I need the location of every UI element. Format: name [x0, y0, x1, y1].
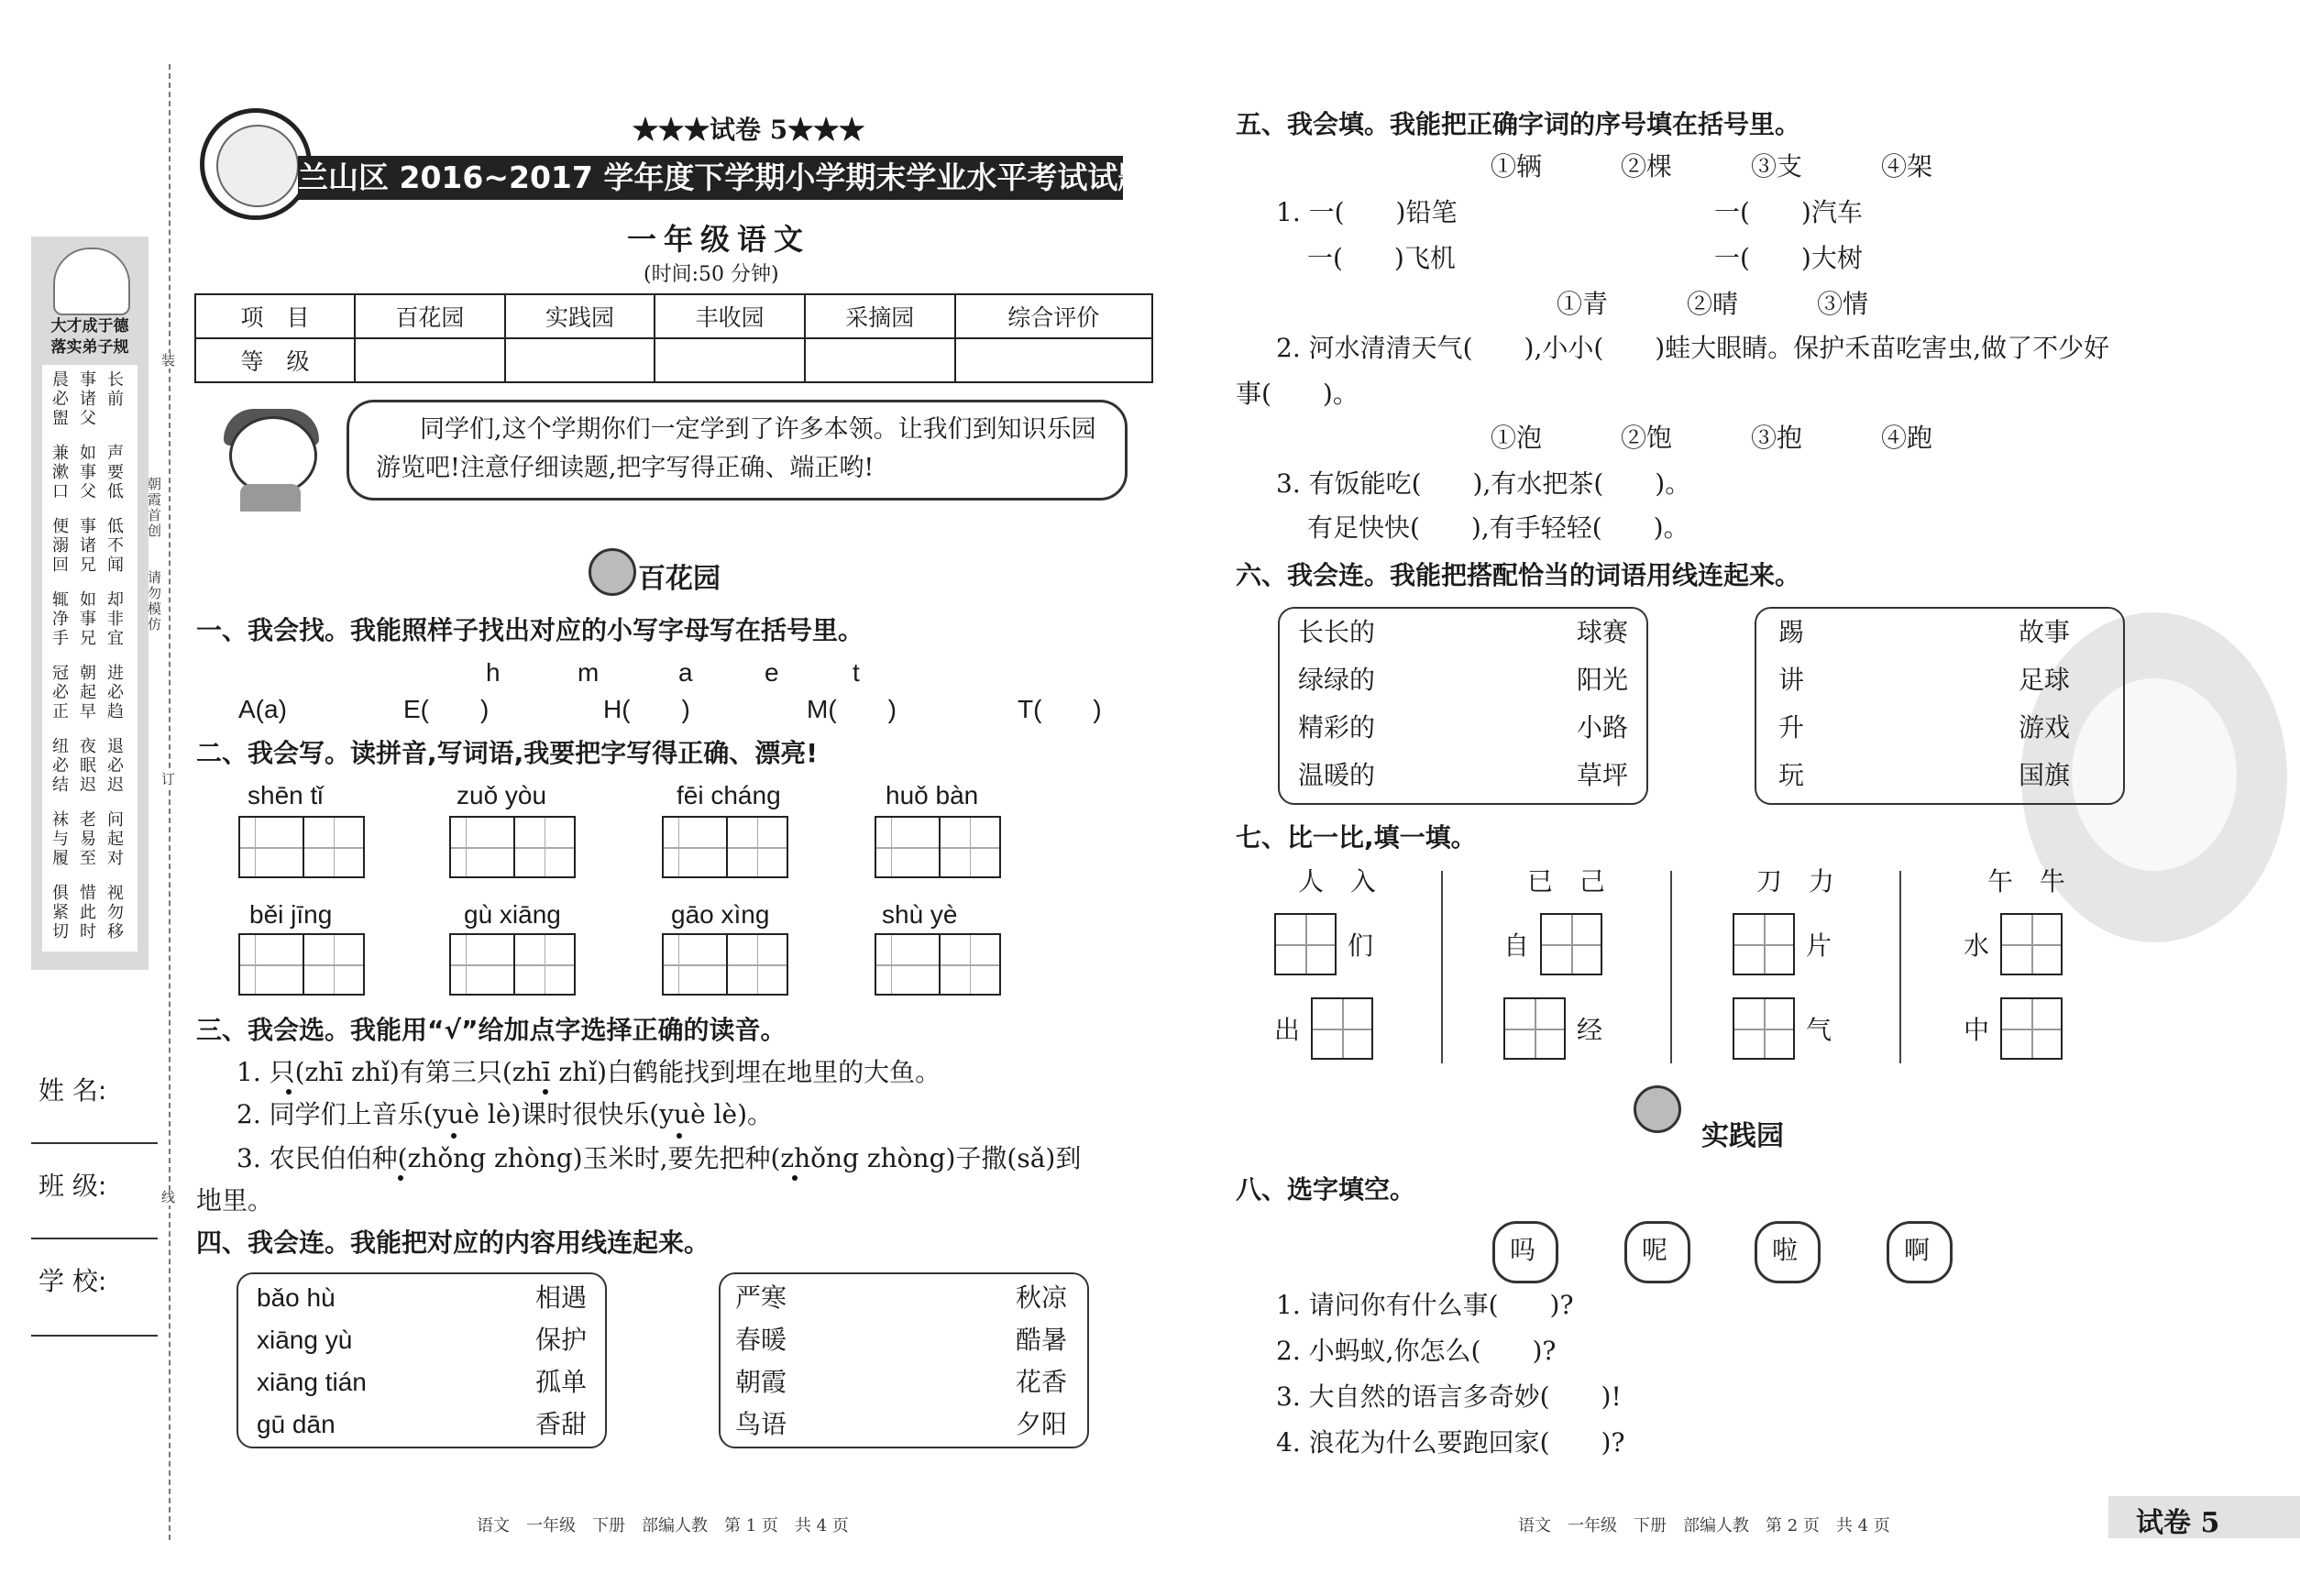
grade-table — [194, 293, 1153, 383]
q8-title: 八、选字填空。 — [1236, 1174, 1416, 1205]
boy-body — [240, 484, 301, 512]
q1-letter-a: a — [678, 658, 693, 687]
name-label: 姓 名: — [39, 1075, 107, 1106]
q2-writing-grid[interactable] — [662, 933, 788, 996]
q2-pinyin: shēn tǐ — [248, 781, 324, 809]
grade-input-cell[interactable] — [805, 338, 955, 382]
q3-line3[interactable]: 3. 农民伯伯种(zhǒng zhòng)玉米时,要先把种(zhǒng zhòng)子撒(sǎ)到 — [237, 1143, 1082, 1173]
q2-writing-grid[interactable] — [238, 933, 365, 996]
class-line[interactable] — [31, 1238, 158, 1239]
exam-title: 兰山区 2016~2017 学年度下学期小学期末学业水平考试试题 — [298, 156, 1123, 200]
emphasis-dot — [543, 1089, 548, 1095]
q1-item-t[interactable]: T( ) — [1018, 695, 1102, 723]
sidebar-banner-line2: 落实弟子规 — [50, 338, 129, 357]
q5-a4[interactable]: 一( )大树 — [1714, 243, 1863, 273]
exam-time: (时间:50 分钟) — [644, 263, 779, 286]
q3-title: 三、我会选。我能用“√”给加点字选择正确的读音。 — [196, 1015, 787, 1045]
motto-column: 辄净手 — [52, 590, 69, 648]
motto-column: 袜与履 — [52, 810, 69, 868]
q7-bottom-char: 中 — [1964, 1015, 1990, 1045]
grade-cell: 百花园 — [355, 294, 505, 338]
q1-title: 一、我会找。我能照样子找出对应的小写字母写在括号里。 — [196, 615, 864, 645]
q6-left2-item[interactable]: 玩 — [1778, 760, 1805, 790]
q7-writing-box[interactable] — [1540, 913, 1602, 975]
section-shijianyuan: 实践园 — [1701, 1120, 1784, 1152]
q8-option-label: 啦 — [1772, 1235, 1799, 1265]
q4-left-item[interactable]: xiāng tián — [257, 1368, 367, 1396]
q7-divider — [1441, 871, 1443, 1063]
q7-writing-box[interactable] — [2000, 913, 2063, 975]
q4-right-item[interactable]: 相遇 — [535, 1282, 588, 1313]
q5-title: 五、我会填。我能把正确字词的序号填在括号里。 — [1236, 109, 1801, 139]
q7-pair-label: 午 牛 — [1987, 866, 2074, 897]
q7-writing-box[interactable] — [1733, 997, 1795, 1060]
q8-line4[interactable]: 4. 浪花为什么要跑回家( )? — [1276, 1427, 1625, 1458]
grade-cell: 丰收园 — [655, 294, 805, 338]
grade-table-row — [195, 338, 1152, 382]
q7-writing-box[interactable] — [1274, 913, 1337, 975]
q2-writing-grid[interactable] — [662, 816, 788, 878]
fold-text-xian: 线 — [160, 1189, 175, 1205]
class-label: 班 级: — [39, 1171, 107, 1201]
intro-line2: 游览吧!注意仔细读题,把字写得正确、端正哟! — [376, 454, 875, 482]
plant-icon — [1634, 1085, 1681, 1133]
emphasis-dot — [677, 1133, 682, 1139]
grade-input-cell[interactable] — [955, 338, 1152, 382]
q4-left2-item[interactable]: 鸟语 — [735, 1409, 787, 1439]
q1-item-e[interactable]: E( ) — [403, 695, 490, 723]
q5-opt: ②饱 — [1621, 423, 1673, 453]
q7-pair-label: 人 入 — [1298, 866, 1385, 897]
q1-letter-t: t — [853, 658, 860, 687]
q1-item-m[interactable]: M( ) — [807, 695, 897, 723]
motto-column: 惜此时 — [80, 884, 96, 941]
motto-column: 兼漱口 — [52, 444, 69, 501]
paper-tag: ★★★试卷 5★★★ — [633, 115, 865, 145]
motto-column: 如事父 — [80, 444, 96, 501]
q6-left-item[interactable]: 精彩的 — [1298, 712, 1376, 743]
intro-line1: 同学们,这个学期你们一定学到了许多本领。让我们到知识乐园 — [420, 415, 1096, 444]
motto-column: 进必趋 — [107, 664, 124, 721]
fold-text-mofang: 请勿模仿 — [147, 569, 161, 633]
q2-writing-grid[interactable] — [875, 816, 1001, 878]
motto-column: 声要低 — [107, 444, 124, 501]
q5-opt: ②晴 — [1687, 289, 1739, 319]
q1-letter-m: m — [578, 658, 600, 687]
q6-left2-item[interactable]: 讲 — [1778, 665, 1805, 695]
motto-column: 退必迟 — [107, 737, 124, 795]
school-label: 学 校: — [39, 1266, 107, 1296]
q2-writing-grid[interactable] — [875, 933, 1001, 996]
q4-right2-item[interactable]: 花香 — [1016, 1367, 1068, 1397]
motto-column: 晨必盥 — [52, 370, 69, 428]
q5-opt: ③抱 — [1751, 423, 1803, 453]
q5-b2[interactable]: 事( )。 — [1236, 379, 1359, 409]
q6-right-item[interactable]: 球赛 — [1577, 617, 1629, 647]
q4-left-item[interactable]: bǎo hù — [257, 1283, 336, 1312]
q7-title: 七、比一比,填一填。 — [1236, 822, 1477, 853]
q2-pinyin: gāo xìng — [671, 900, 770, 929]
q2-pinyin: gù xiāng — [464, 900, 561, 929]
section-baihuayuan: 百花园 — [638, 563, 721, 595]
q6-right-item[interactable]: 小路 — [1577, 712, 1629, 743]
binding-fold-line — [169, 64, 171, 1540]
grade-table-header-row — [195, 294, 1152, 338]
footer-tag: 试卷 5 — [2136, 1507, 2220, 1539]
q7-bottom-char: 经 — [1577, 1015, 1603, 1045]
fold-text-ding: 订 — [160, 771, 175, 787]
q8-option-label: 吗 — [1510, 1235, 1536, 1265]
q2-title: 二、我会写。读拼音,写词语,我要把字写得正确、漂亮! — [196, 738, 819, 768]
grade-cell: 实践园 — [505, 294, 655, 338]
q2-pinyin: fēi cháng — [677, 781, 781, 809]
q7-pair-label: 刀 力 — [1756, 866, 1843, 897]
q8-option-label: 呢 — [1642, 1235, 1668, 1265]
q2-pinyin: shù yè — [882, 900, 958, 929]
emphasis-dot — [286, 1089, 292, 1095]
motto-column: 长前 — [107, 370, 124, 409]
q4-left2-item[interactable]: 春暖 — [735, 1325, 787, 1355]
motto-column: 事诸父 — [80, 370, 96, 428]
q5-b1[interactable]: 2. 河水清清天气( ),小小( )蛙大眼睛。保护禾苗吃害虫,做了不少好 — [1276, 333, 2110, 363]
q5-opt: ④跑 — [1881, 423, 1933, 453]
q6-right-item[interactable]: 草坪 — [1577, 760, 1629, 790]
q7-writing-box[interactable] — [1733, 913, 1795, 975]
q6-left-item[interactable]: 温暖的 — [1298, 760, 1376, 790]
motto-column: 却非宜 — [107, 590, 124, 648]
q7-writing-box[interactable] — [1503, 997, 1566, 1060]
footer-left: 语文 一年级 下册 部编人教 第 1 页 共 4 页 — [477, 1516, 849, 1535]
grade-input-cell[interactable] — [505, 338, 655, 382]
q1-item-a: A(a) — [238, 695, 287, 723]
q5-opt: ①辆 — [1491, 151, 1543, 182]
fold-text-chuang: 朝霞首创 — [147, 476, 161, 539]
q8-line3[interactable]: 3. 大自然的语言多奇妙( )! — [1276, 1381, 1622, 1412]
motto-column: 朝起早 — [80, 664, 96, 721]
q7-divider — [1899, 871, 1901, 1063]
q5-opt: ①泡 — [1491, 423, 1543, 453]
q7-divider — [1670, 871, 1672, 1063]
q6-left2-item[interactable]: 升 — [1778, 712, 1805, 743]
grade-cell: 等 级 — [195, 338, 355, 382]
footer-right: 语文 一年级 下册 部编人教 第 2 页 共 4 页 — [1518, 1516, 1890, 1535]
q6-right2-item[interactable]: 国旗 — [2019, 760, 2071, 790]
q5-opt: ③情 — [1817, 289, 1869, 319]
grade-cell: 综合评价 — [955, 294, 1152, 338]
q4-right-item[interactable]: 保护 — [535, 1325, 588, 1355]
motto-column: 俱紧切 — [52, 884, 69, 941]
q3-line4: 地里。 — [196, 1185, 274, 1216]
q4-left2-item[interactable]: 严寒 — [735, 1282, 787, 1313]
motto-column: 如事兄 — [80, 590, 96, 648]
q5-c1[interactable]: 3. 有饭能吃( ),有水把茶( )。 — [1276, 468, 1691, 499]
q1-item-h[interactable]: H( ) — [603, 695, 690, 723]
emphasis-dot — [451, 1133, 457, 1139]
q6-right2-item[interactable]: 故事 — [2019, 617, 2071, 647]
q3-line1[interactable]: 1. 只(zhī zhǐ)有第三只(zhī zhǐ)白鹤能找到埋在地里的大鱼。 — [237, 1057, 941, 1087]
q7-top-char: 们 — [1348, 930, 1374, 961]
q4-left2-item[interactable]: 朝霞 — [735, 1367, 787, 1397]
grade-cell: 采摘园 — [805, 294, 955, 338]
q4-right-item[interactable]: 孤单 — [535, 1367, 588, 1397]
motto-column: 低不闻 — [107, 517, 124, 575]
q2-pinyin: huǒ bàn — [886, 781, 979, 809]
fold-text-zhuang: 装 — [160, 352, 175, 369]
emphasis-dot — [792, 1175, 798, 1181]
q5-c2[interactable]: 有足快快( ),有手轻轻( )。 — [1307, 512, 1689, 543]
q7-top-char: 自 — [1503, 930, 1530, 961]
q4-right-item[interactable]: 香甜 — [535, 1409, 588, 1439]
q6-left-item[interactable]: 长长的 — [1298, 617, 1376, 647]
brand-logo-inner — [216, 125, 299, 207]
sidebar-banner-line1: 大才成于德 — [50, 317, 129, 336]
q4-title: 四、我会连。我能把对应的内容用线连起来。 — [196, 1227, 710, 1258]
q1-letter-e: e — [765, 658, 779, 687]
q6-right2-item[interactable]: 游戏 — [2019, 712, 2071, 743]
q5-opt: ④架 — [1881, 151, 1933, 182]
emphasis-dot — [398, 1175, 403, 1181]
q4-right2-item[interactable]: 夕阳 — [1016, 1409, 1068, 1439]
q5-opt: ②棵 — [1621, 151, 1673, 182]
sidebar-mascot — [53, 248, 130, 315]
name-line[interactable] — [31, 1142, 158, 1144]
q4-left-item[interactable]: gū dān — [257, 1410, 336, 1438]
q8-line2[interactable]: 2. 小蚂蚁,你怎么( )? — [1276, 1336, 1557, 1366]
q2-writing-grid[interactable] — [449, 933, 576, 996]
motto-column: 纽必结 — [52, 737, 69, 795]
subject-title: 一年级语文 — [627, 222, 811, 257]
motto-column: 夜眠迟 — [80, 737, 96, 795]
q4-right2-item[interactable]: 酷暑 — [1016, 1325, 1068, 1355]
q8-option-label: 啊 — [1904, 1235, 1931, 1265]
q6-left-item[interactable]: 绿绿的 — [1298, 665, 1376, 695]
q2-writing-grid[interactable] — [238, 816, 365, 878]
q5-a1[interactable]: 1. 一( )铅笔 — [1276, 197, 1458, 227]
grade-cell: 项 目 — [195, 294, 355, 338]
q2-pinyin: zuǒ yòu — [457, 781, 547, 809]
grade-input-cell[interactable] — [355, 338, 505, 382]
q7-top-char: 片 — [1806, 930, 1832, 961]
q4-right2-item[interactable]: 秋凉 — [1016, 1282, 1068, 1313]
motto-column: 冠必正 — [52, 664, 69, 721]
q4-left-item[interactable]: xiāng yù — [257, 1326, 353, 1354]
q7-writing-box[interactable] — [2000, 997, 2063, 1060]
q7-bottom-char: 出 — [1274, 1015, 1301, 1045]
q8-line1[interactable]: 1. 请问你有什么事( )? — [1276, 1290, 1574, 1320]
q1-letter-h: h — [486, 658, 501, 687]
q5-a2[interactable]: 一( )汽车 — [1714, 197, 1863, 227]
q5-a3[interactable]: 一( )飞机 — [1307, 243, 1456, 273]
q5-opt: ③支 — [1751, 151, 1803, 182]
grade-input-cell[interactable] — [655, 338, 805, 382]
q7-pair-label: 已 己 — [1527, 866, 1614, 897]
q3-line2[interactable]: 2. 同学们上音乐(yuè lè)课时很快乐(yuè lè)。 — [237, 1099, 774, 1129]
q6-title: 六、我会连。我能把搭配恰当的词语用线连起来。 — [1236, 560, 1801, 590]
q2-writing-grid[interactable] — [449, 816, 576, 878]
q6-right2-item[interactable]: 足球 — [2019, 665, 2071, 695]
motto-column: 事诸兄 — [80, 517, 96, 575]
q5-opt: ①青 — [1557, 289, 1609, 319]
motto-column: 老易至 — [80, 810, 96, 868]
q7-bottom-char: 气 — [1806, 1015, 1832, 1045]
motto-column: 便溺回 — [52, 517, 69, 575]
q7-writing-box[interactable] — [1311, 997, 1373, 1060]
school-line[interactable] — [31, 1335, 158, 1337]
motto-column: 问起对 — [107, 810, 124, 868]
q2-pinyin: běi jīng — [249, 900, 333, 929]
q7-top-char: 水 — [1964, 930, 1990, 961]
flower-icon — [589, 548, 636, 596]
q6-right-item[interactable]: 阳光 — [1577, 665, 1629, 695]
motto-column: 视勿移 — [107, 884, 124, 941]
q6-left2-item[interactable]: 踢 — [1778, 617, 1805, 647]
